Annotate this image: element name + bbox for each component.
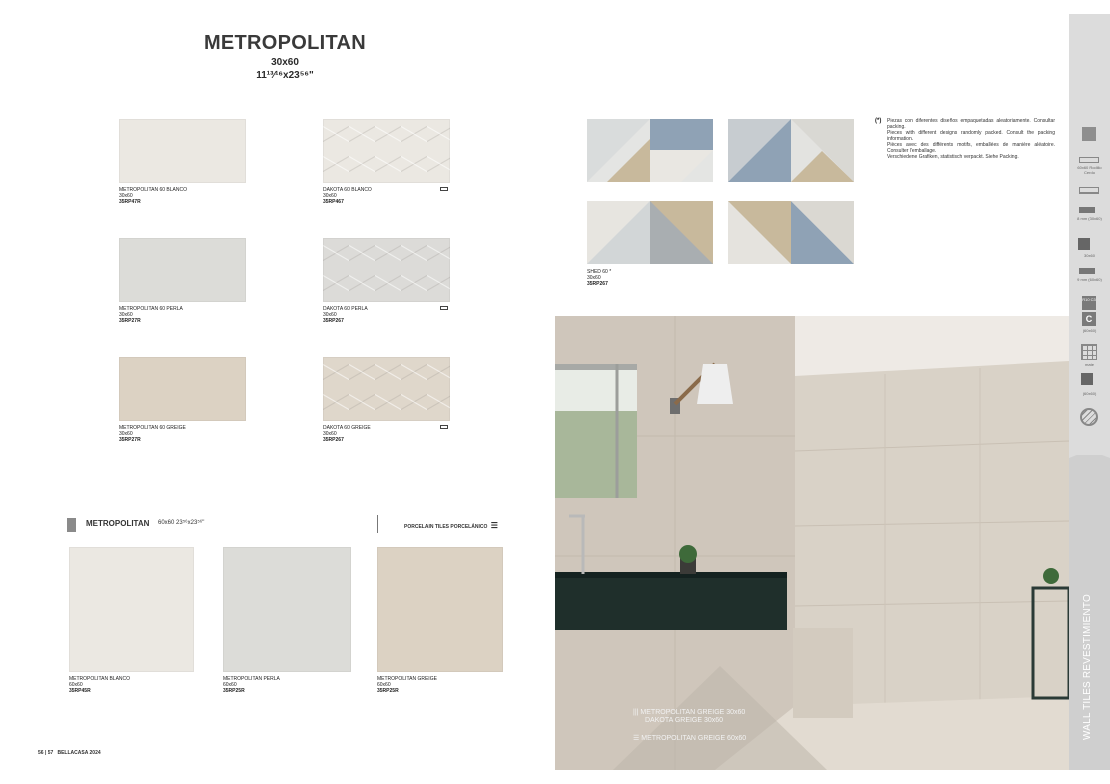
photo-caption: ||| METROPOLITAN GREIGE 30x60 DAKOTA GREIGE 30x60 ☰ METROPOLITAN GREIGE 60x60	[633, 709, 747, 742]
sidebar-vertical-label: WALL TILES REVESTIMIENTO	[1082, 594, 1093, 740]
tile-metropolitan-perla	[119, 238, 246, 302]
page-title: METROPOLITAN	[203, 32, 367, 54]
tile-caption: DAKOTA 60 PERLA 30x60 35RP267	[323, 306, 368, 324]
format-icon	[1078, 238, 1090, 250]
sidebar-label: (60x60)	[1082, 328, 1097, 333]
class-c-icon: C	[1082, 312, 1096, 326]
shed-tile-3	[587, 201, 713, 264]
wall-icon: |||	[633, 709, 639, 716]
floor-icon: ☰	[633, 735, 640, 742]
tile-metropolitan-perla-60	[223, 547, 351, 672]
thickness-icon	[1079, 268, 1095, 274]
packing-note: Piezas con diferentes diseños empaquetadas aleatoriamente. Consultar packing. Pieces with different designs randomly packed. Consult the packing information. Pièces avec des différents motifs, emballées de manière aléatoire. Consulter l'emballage. Verschiedene Grafiken, statistisch verpackt. Siehe Packing.	[887, 118, 1055, 160]
tile-metropolitan-greige	[119, 357, 246, 421]
section-title: METROPOLITAN	[86, 519, 150, 528]
rectified-icon	[1079, 157, 1099, 163]
tile-caption: METROPOLITAN 60 PERLA 30x60 35RP27R	[119, 306, 183, 324]
tile-caption: METROPOLITAN BLANCO 60x60 35RP45R	[69, 676, 131, 694]
tile-metropolitan-blanco	[119, 119, 246, 183]
sidebar-label: 30x60	[1084, 253, 1095, 258]
decor-icon	[440, 306, 448, 310]
size-in: 11¹³⁄¹⁶x23⁵⁶"	[256, 70, 314, 81]
bathroom-scene	[555, 316, 1069, 770]
size-cm: 30x60	[271, 57, 299, 68]
sidebar-label: 9 mm (60x60)	[1077, 277, 1102, 282]
sidebar-label: 60x60 Rodillo Cerdo	[1077, 165, 1102, 175]
shed-caption: SHED 60 * 30x60 35RP267	[587, 269, 612, 287]
tile-swatch-icon	[1082, 127, 1096, 141]
section-marker	[67, 518, 76, 532]
decor-icon	[440, 425, 448, 429]
tile-caption: DAKOTA 60 GREIGE 30x60 35RP267	[323, 425, 371, 443]
tile-caption: DAKOTA 60 BLANCO 30x60 35RP467	[323, 187, 372, 205]
decor-icon	[440, 187, 448, 191]
sidebar-label: (60x60)	[1082, 391, 1097, 396]
grid-icon	[1081, 344, 1097, 360]
section-material: PORCELAIN TILES PORCELÁNICO ☰	[404, 521, 498, 530]
shed-tile-1	[587, 119, 713, 182]
bevel-icon	[1079, 187, 1099, 194]
tile-caption: METROPOLITAN 60 GREIGE 30x60 35RP27R	[119, 425, 186, 443]
tile-caption: METROPOLITAN PERLA 60x60 35RP25R	[223, 676, 280, 694]
shed-tile-2	[728, 119, 854, 182]
tile-dakota-greige	[323, 357, 450, 421]
tile-dakota-blanco	[323, 119, 450, 183]
note-mark: (*)	[875, 118, 882, 124]
sidebar-label: 8 mm (30x60)	[1077, 216, 1102, 221]
tile-metropolitan-blanco-60	[69, 547, 194, 672]
shed-tile-4	[728, 201, 854, 264]
tile-metropolitan-greige-60	[377, 547, 503, 672]
section-size: 60x60 23⁵⁶x23⁵⁶"	[158, 520, 205, 526]
bathroom-photo	[555, 316, 1069, 770]
page-footer: 56 | 57 BELLACASA 2024	[38, 750, 101, 756]
format-icon	[1081, 373, 1093, 385]
section-divider	[377, 515, 378, 533]
slip-rating-icon: R10 C3	[1082, 296, 1096, 310]
globe-icon	[1080, 408, 1098, 426]
tile-caption: METROPOLITAN GREIGE 60x60 35RP25R	[377, 676, 437, 694]
tile-dakota-perla	[323, 238, 450, 302]
menu-icon: ☰	[490, 521, 498, 530]
sidebar-tab-arrow	[1069, 446, 1110, 458]
thickness-icon	[1079, 207, 1095, 213]
tile-caption: METROPOLITAN 60 BLANCO 30x60 35RP47R	[119, 187, 187, 205]
sidebar-label: mate	[1085, 362, 1094, 367]
